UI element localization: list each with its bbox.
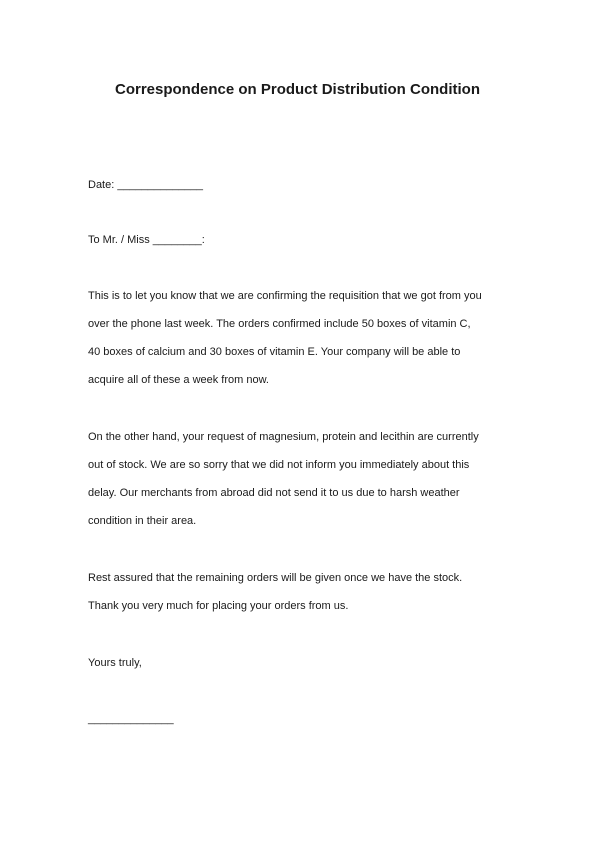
closing-salutation: Yours truly, (88, 657, 142, 669)
letter-title: Correspondence on Product Distribution Condition (115, 81, 480, 98)
paragraph-2-line-4: condition in their area. (88, 515, 197, 527)
recipient-line: To Mr. / Miss ________: (88, 234, 205, 246)
paragraph-1-line-2: over the phone last week. The orders confirmed include 50 boxes of vitamin C, (88, 318, 471, 330)
paragraph-2-line-1: On the other hand, your request of magnesium, protein and lecithin are currently (88, 431, 479, 443)
paragraph-3-line-1: Rest assured that the remaining orders will be given once we have the stock. (88, 572, 463, 584)
paragraph-3-line-2: Thank you very much for placing your orders from us. (88, 600, 349, 612)
paragraph-2-line-2: out of stock. We are so sorry that we did not inform you immediately about this (88, 459, 470, 471)
paragraph-2-line-3: delay. Our merchants from abroad did not send it to us due to harsh weather (88, 487, 460, 499)
signature-line: ______________ (88, 713, 174, 725)
date-line: Date: ______________ (88, 179, 203, 191)
paragraph-1-line-3: 40 boxes of calcium and 30 boxes of vitamin E. Your company will be able to (88, 346, 461, 358)
paragraph-1-line-1: This is to let you know that we are confirming the requisition that we got from you (88, 290, 482, 302)
paragraph-1-line-4: acquire all of these a week from now. (88, 374, 269, 386)
